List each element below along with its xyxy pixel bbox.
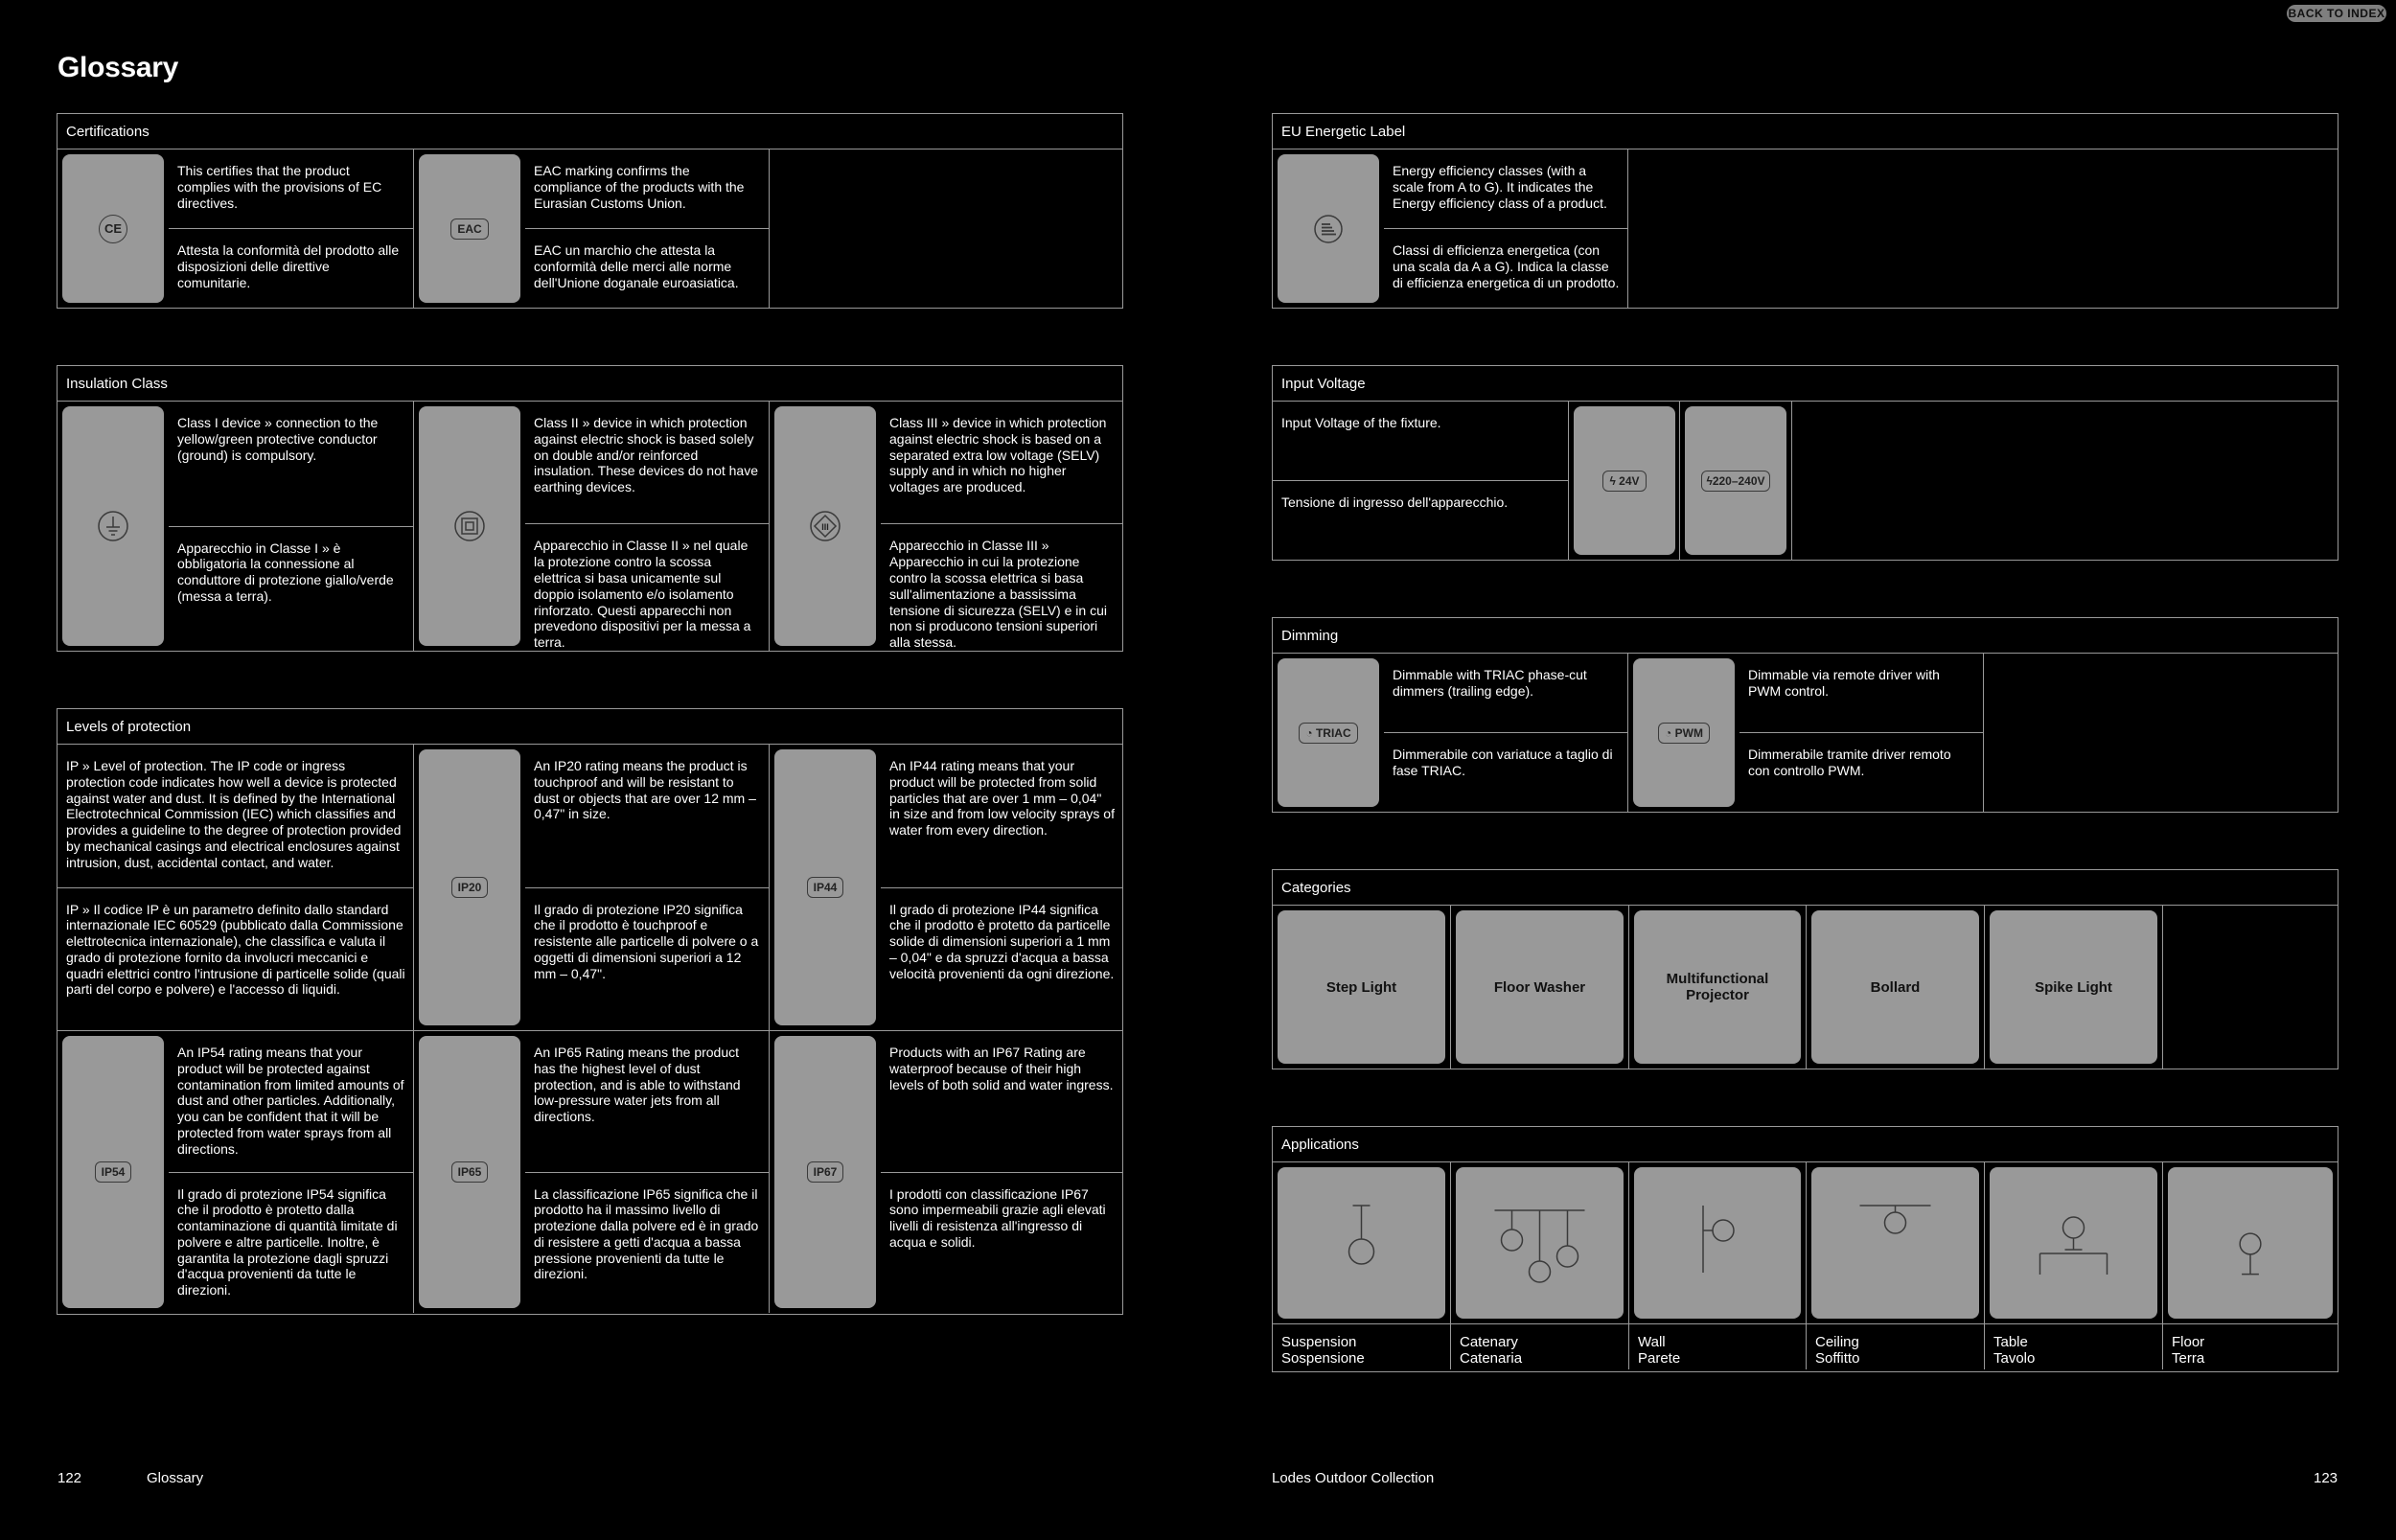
- voltage-220-240v-tile: [1685, 406, 1786, 555]
- category-label[interactable]: Bollard: [1811, 910, 1979, 1064]
- catenary-icon: [1456, 1167, 1624, 1319]
- eu-label-section: [1272, 113, 2338, 309]
- wall-tile[interactable]: [1634, 1167, 1801, 1319]
- catenary-tile[interactable]: [1456, 1167, 1624, 1319]
- floor-tile[interactable]: [2168, 1167, 2333, 1319]
- lightning-icon: ϟ: [1706, 473, 1713, 488]
- ip-intro-text-it: IP » Il codice IP è un parametro definito dallo standard internazionale IEC 60529 (pubblicato dalla Commissione elettrotecnica internazionale), che classifica e valuta il grado di protezione fornito da involucri meccanici e quadri elettrici contro l'intrusione di particelle solide (quali parti del corpo e polvere) e l'accesso di liquidi.: [58, 887, 413, 1031]
- insulation-class-ii: [414, 402, 770, 651]
- application-label: Wall Parete: [1638, 1334, 1681, 1367]
- category-spike-light[interactable]: [1985, 906, 2163, 1069]
- applications-title: Applications: [1273, 1127, 2338, 1162]
- class-i-text-it: Apparecchio in Classe I » è obbligatoria la connessione al conduttore di protezione giallo/verde (messa a terra).: [169, 526, 413, 652]
- application-wall[interactable]: [1629, 1162, 1807, 1323]
- triac-text-en: Dimmable with TRIAC phase-cut dimmers (trailing edge).: [1393, 667, 1587, 699]
- dimming-pwm: [1628, 654, 1984, 812]
- eac-mark-icon: EAC: [450, 218, 488, 240]
- protection-section: [57, 708, 1123, 1315]
- voltage-24v-tile: [1574, 406, 1675, 555]
- ce-tile: [62, 154, 164, 303]
- ip-intro: [58, 745, 414, 1030]
- application-label: Floor Terra: [2172, 1334, 2205, 1367]
- footer-section-label: Glossary: [147, 1470, 204, 1486]
- ce-text-en: This certifies that the product complies with the provisions of EC directives.: [177, 163, 382, 211]
- category-floor-washer[interactable]: [1451, 906, 1629, 1069]
- categories-section: [1272, 869, 2338, 1069]
- eu-label-item: [1273, 149, 1628, 308]
- class-iii-icon: [809, 510, 841, 542]
- ip67-tile: [774, 1036, 876, 1308]
- application-wall-label-cell: [1629, 1324, 1807, 1369]
- class-iii-label: III: [821, 522, 829, 532]
- ground-symbol-icon: [97, 510, 129, 542]
- ip54-item: [58, 1031, 414, 1313]
- eac-tile: [419, 154, 520, 303]
- application-catenary[interactable]: [1451, 1162, 1629, 1323]
- application-label: Ceiling Soffitto: [1815, 1334, 1860, 1367]
- ip54-badge-icon: IP54: [95, 1161, 132, 1183]
- pwm-text-it: Dimmerabile tramite driver remoto con controllo PWM.: [1739, 732, 1983, 812]
- class-iii-text-it: Apparecchio in Classe III » Apparecchio in cui la protezione contro la scossa elettrica si basa sull'alimentazione a bassissima tensione di sicurezza (SELV) e in cui non si producono tensioni superiori alla stessa.: [881, 523, 1122, 651]
- back-to-index-button[interactable]: BACK TO INDEX: [2288, 7, 2385, 20]
- eac-text-en: EAC marking confirms the compliance of the products with the Eurasian Customs Union.: [534, 163, 745, 211]
- ip65-text-en: An IP65 Rating means the product has the highest level of dust protection, and is able to withstand low-pressure water jets from all directions.: [534, 1045, 741, 1125]
- suspension-icon: [1278, 1167, 1445, 1319]
- empty-cell: [1984, 654, 2338, 812]
- pwm-text-en: Dimmable via remote driver with PWM control.: [1748, 667, 1940, 699]
- floor-icon: [2168, 1167, 2333, 1319]
- application-floor[interactable]: [2163, 1162, 2338, 1323]
- triac-label: TRIAC: [1315, 725, 1351, 740]
- eac-text-it: EAC un marchio che attesta la conformità delle merci alle norme dell'Unione doganale euroasiatica.: [525, 228, 769, 308]
- certifications-section: [57, 113, 1123, 309]
- ip44-badge-icon: IP44: [807, 877, 844, 898]
- ip67-badge-icon: IP67: [807, 1161, 844, 1183]
- lightning-icon: ϟ: [1609, 473, 1616, 488]
- application-floor-label-cell: [2163, 1324, 2338, 1369]
- input-voltage-section: [1272, 365, 2338, 561]
- class-ii-text-it: Apparecchio in Classe II » nel quale la protezione contro la scossa elettrica si basa unicamente sul doppio isolamento e/o isolamento rinforzato. Questi apparecchi non prevedono dispositivi per la messa a terra.: [525, 523, 769, 651]
- triac-tile: [1278, 658, 1379, 807]
- certification-ce: [58, 149, 414, 308]
- ceiling-tile[interactable]: [1811, 1167, 1979, 1319]
- application-label: Table Tavolo: [1993, 1334, 2036, 1367]
- protection-title: Levels of protection: [58, 709, 1122, 745]
- dimming-title: Dimming: [1273, 618, 2338, 654]
- certifications-title: Certifications: [58, 114, 1122, 149]
- category-label[interactable]: Multifunctional Projector: [1634, 910, 1801, 1064]
- wall-icon: [1634, 1167, 1801, 1319]
- ceiling-icon: [1811, 1167, 1979, 1319]
- input-voltage-text-it: Tensione di ingresso dell'apparecchio.: [1273, 480, 1568, 560]
- empty-cell: [1628, 149, 2338, 308]
- footer-collection-label: Lodes Outdoor Collection: [1272, 1470, 1435, 1486]
- ip44-tile: [774, 749, 876, 1025]
- certification-eac: [414, 149, 770, 308]
- class-i-tile: [62, 406, 164, 646]
- ip67-item: [770, 1031, 1122, 1313]
- application-suspension[interactable]: [1273, 1162, 1451, 1323]
- ip44-text-it: Il grado di protezione IP44 significa che il prodotto è protetto da particelle solide di dimensioni superiori a 1 mm – 0,04" e da spruzzi d'acqua a bassa velocità provenienti da ogni direzione.: [881, 887, 1122, 1031]
- class-i-text-en: Class I device » connection to the yellow/green protective conductor (ground) is compulsory.: [177, 415, 379, 463]
- eu-label-text-en: Energy efficiency classes (with a scale from A to G). It indicates the Energy efficiency class of a product.: [1393, 163, 1607, 211]
- table-tile[interactable]: [1990, 1167, 2157, 1319]
- class-ii-tile: [419, 406, 520, 646]
- voltage-24v-badge: [1602, 471, 1646, 492]
- application-suspension-label-cell: [1273, 1324, 1451, 1369]
- ip20-text-en: An IP20 rating means the product is touchproof and will be resistant to dust or objects that are over 12 mm – 0,47" in size.: [534, 758, 756, 822]
- class-iii-tile: [774, 406, 876, 646]
- category-step-light[interactable]: [1273, 906, 1451, 1069]
- ip20-text-it: Il grado di protezione IP20 significa che il prodotto è touchproof e resistente alle particelle di polvere o a oggetti di dimensioni superiori a 12 mm – 0,47".: [525, 887, 769, 1031]
- ip54-text-en: An IP54 rating means that your product will be protected against contamination from limited amounts of dust and other particles. Additionally, you can be confident that it will be protected from water sprays from all directions.: [177, 1045, 404, 1157]
- class-ii-text-en: Class II » device in which protection against electric shock is based solely on double and/or reinforced insulation. These devices do not have earthing devices.: [534, 415, 759, 495]
- input-voltage-title: Input Voltage: [1273, 366, 2338, 402]
- category-label[interactable]: Floor Washer: [1456, 910, 1624, 1064]
- input-voltage-text: [1273, 402, 1569, 560]
- ip67-text-en: Products with an IP67 Rating are waterproof because of their high levels of both solid and water ingress.: [889, 1045, 1114, 1092]
- voltage-220-240v: [1680, 402, 1792, 560]
- ip20-tile: [419, 749, 520, 1025]
- dimming-triac: [1273, 654, 1628, 812]
- input-voltage-text-en: Input Voltage of the fixture.: [1281, 415, 1441, 430]
- ip65-item: [414, 1031, 770, 1313]
- ip65-text-it: La classificazione IP65 significa che il prodotto ha il massimo livello di protezione dalla polvere ed è in grado di resistere a getti d'acqua a bassa pressione provenienti da tutte le direzioni.: [525, 1172, 769, 1314]
- category-label[interactable]: Spike Light: [1990, 910, 2157, 1064]
- footer-page-number-left: 122: [58, 1470, 82, 1486]
- ip44-item: [770, 745, 1122, 1030]
- eu-label-title: EU Energetic Label: [1273, 114, 2338, 149]
- ip65-tile: [419, 1036, 520, 1308]
- application-label: Catenary Catenaria: [1460, 1334, 1523, 1367]
- triac-text-it: Dimmerabile con variatuce a taglio di fase TRIAC.: [1384, 732, 1627, 812]
- ip20-badge-icon: IP20: [451, 877, 489, 898]
- empty-cell: [1792, 402, 2338, 560]
- ip65-badge-icon: IP65: [451, 1161, 489, 1183]
- ce-mark-icon: CE: [99, 215, 127, 243]
- application-table[interactable]: [1985, 1162, 2163, 1323]
- empty-cell: [2163, 906, 2338, 1069]
- insulation-section: [57, 365, 1123, 652]
- voltage-220-240v-badge: [1701, 471, 1769, 492]
- ip20-item: [414, 745, 770, 1030]
- class-iii-text-en: Class III » device in which protection against electric shock is based on a separated extra low voltage (SELV) supply and in which no higher voltages are produced.: [889, 415, 1107, 495]
- category-label[interactable]: Step Light: [1278, 910, 1445, 1064]
- pwm-label: PWM: [1674, 725, 1703, 740]
- footer-page-number-right: 123: [2314, 1470, 2338, 1486]
- dimming-section: [1272, 617, 2338, 813]
- dimmer-icon: ◔: [1305, 725, 1313, 740]
- insulation-title: Insulation Class: [58, 366, 1122, 402]
- double-insulation-icon: [453, 510, 486, 542]
- category-bollard[interactable]: [1807, 906, 1985, 1069]
- ip67-text-it: I prodotti con classificazione IP67 sono impermeabili grazie agli elevati livelli di resistenza all'ingresso di acqua e solidi.: [881, 1172, 1122, 1314]
- application-catenary-label-cell: [1451, 1324, 1629, 1369]
- application-table-label-cell: [1985, 1324, 2163, 1369]
- ip-intro-text-en: IP » Level of protection. The IP code or ingress protection code indicates how well a device is protected against water and dust. It is defined by the International Electrotechnical Commission (IEC) which classifies and provides a guideline to the degree of protection provided by mechanical casings and electrical enclosures against intrusion, dust, accidental contact, and water.: [66, 758, 402, 870]
- insulation-class-iii: [770, 402, 1122, 651]
- applications-section: [1272, 1126, 2338, 1372]
- empty-cell: [770, 149, 1122, 308]
- categories-title: Categories: [1273, 870, 2338, 906]
- ip44-text-en: An IP44 rating means that your product will be protected from solid particles that are over 1 mm – 0,04" in size and from low velocity sprays of water from every direction.: [889, 758, 1115, 839]
- suspension-tile[interactable]: [1278, 1167, 1445, 1319]
- page-title: Glossary: [58, 52, 179, 83]
- insulation-class-i: [58, 402, 414, 651]
- ip54-text-it: Il grado di protezione IP54 significa che il prodotto è protetto dalla contaminazione di quantità limitate di polvere e altre particelle. Inoltre, è garantita la protezione dagli spruzzi d'acqua provenienti da tutte le direzioni.: [169, 1172, 413, 1314]
- triac-badge-icon: [1299, 723, 1357, 744]
- eu-label-tile: [1278, 154, 1379, 303]
- application-ceiling[interactable]: [1807, 1162, 1985, 1323]
- table-icon: [1990, 1167, 2157, 1319]
- voltage-220-240v-label: 220–240V: [1712, 473, 1765, 488]
- application-label: Suspension Sospensione: [1281, 1334, 1365, 1367]
- pwm-badge-icon: [1658, 723, 1710, 744]
- category-multifunctional-projector[interactable]: [1629, 906, 1807, 1069]
- dimmer-icon: ◔: [1665, 725, 1672, 740]
- energy-label-icon: [1313, 214, 1344, 244]
- ip54-tile: [62, 1036, 164, 1308]
- application-ceiling-label-cell: [1807, 1324, 1985, 1369]
- voltage-24v-label: 24V: [1619, 473, 1640, 488]
- ce-text-it: Attesta la conformità del prodotto alle disposizioni delle direttive comunitarie.: [169, 228, 413, 308]
- eu-label-text-it: Classi di efficienza energetica (con una scala da A a G). Indica la classe di efficienza energetica di un prodotto.: [1384, 228, 1627, 308]
- pwm-tile: [1633, 658, 1735, 807]
- voltage-24v: [1569, 402, 1680, 560]
